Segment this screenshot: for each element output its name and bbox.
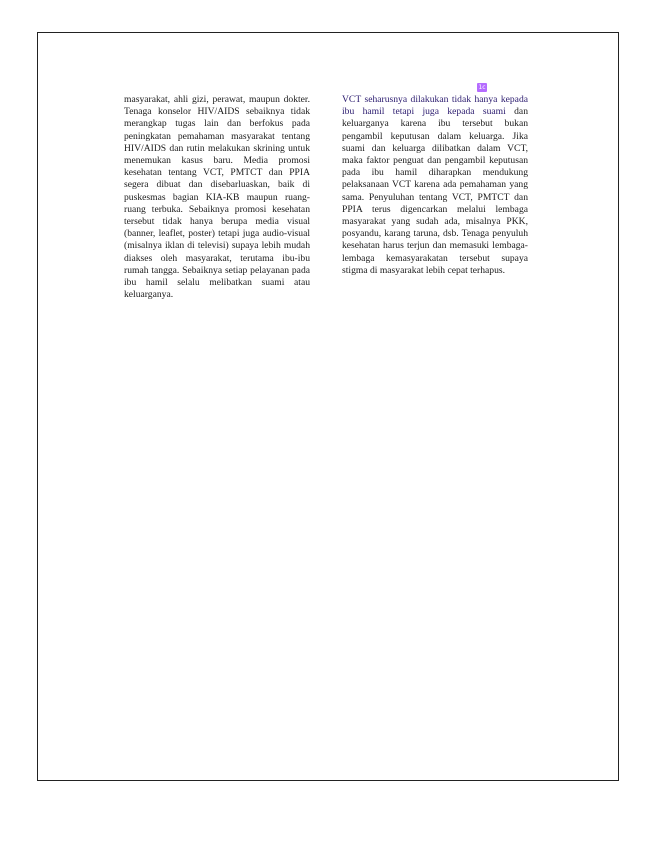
right-text-column: [342, 94, 528, 277]
right-column-paragraph: [342, 94, 528, 277]
right-column-body: dan keluarganya karena ibu tersebut bukan pengambil keputusan dalam keluarga. Jika suami dan keluarga dilibatkan dalam VCT, maka faktor penguat dan pengambil keputusan pada ibu hamil diharapkan mendukung pelaksanaan VCT karena ada pemahaman yang sama. Penyuluhan tentang VCT, PMTCT dan PPIA terus digencarkan melalui lembaga masyarakat yang sudah ada, misalnya PKK, posyandu, karang taruna, dsb. Tenaga penyuluh kesehatan harus terjun dan memasuki lembaga-lembaga kemasyarakatan tersebut supaya stigma di masyarakat lebih cepat terhapus.: [342, 106, 528, 276]
left-text-column: [124, 94, 310, 301]
page-marker-badge[interactable]: 1c: [478, 84, 486, 91]
highlighted-sentence: VCT seharusnya dilakukan tidak hanya kepada ibu hamil tetapi juga kepada suami: [342, 94, 528, 118]
left-column-paragraph: masyarakat, ahli gizi, perawat, maupun dokter. Tenaga konselor HIV/AIDS sebaiknya tidak merangkap tugas lain dan berfokus pada peningkatan pemahaman masyarakat tentang HIV/AIDS dan rutin melakukan skrining untuk menemukan kasus baru. Media promosi kesehatan tentang VCT, PMTCT dan PPIA segera dibuat dan disebarluaskan, baik di puskesmas bagian KIA-KB maupun ruang-ruang terbuka. Sebaiknya promosi kesehatan tersebut tidak hanya berupa media visual (banner, leaflet, poster) tetapi juga audio-visual (misalnya iklan di televisi) supaya lebih mudah diakses oleh masyarakat, terutama ibu-ibu rumah tangga. Sebaiknya setiap pelayanan pada ibu hamil selalu melibatkan suami atau keluarganya.: [124, 94, 310, 301]
